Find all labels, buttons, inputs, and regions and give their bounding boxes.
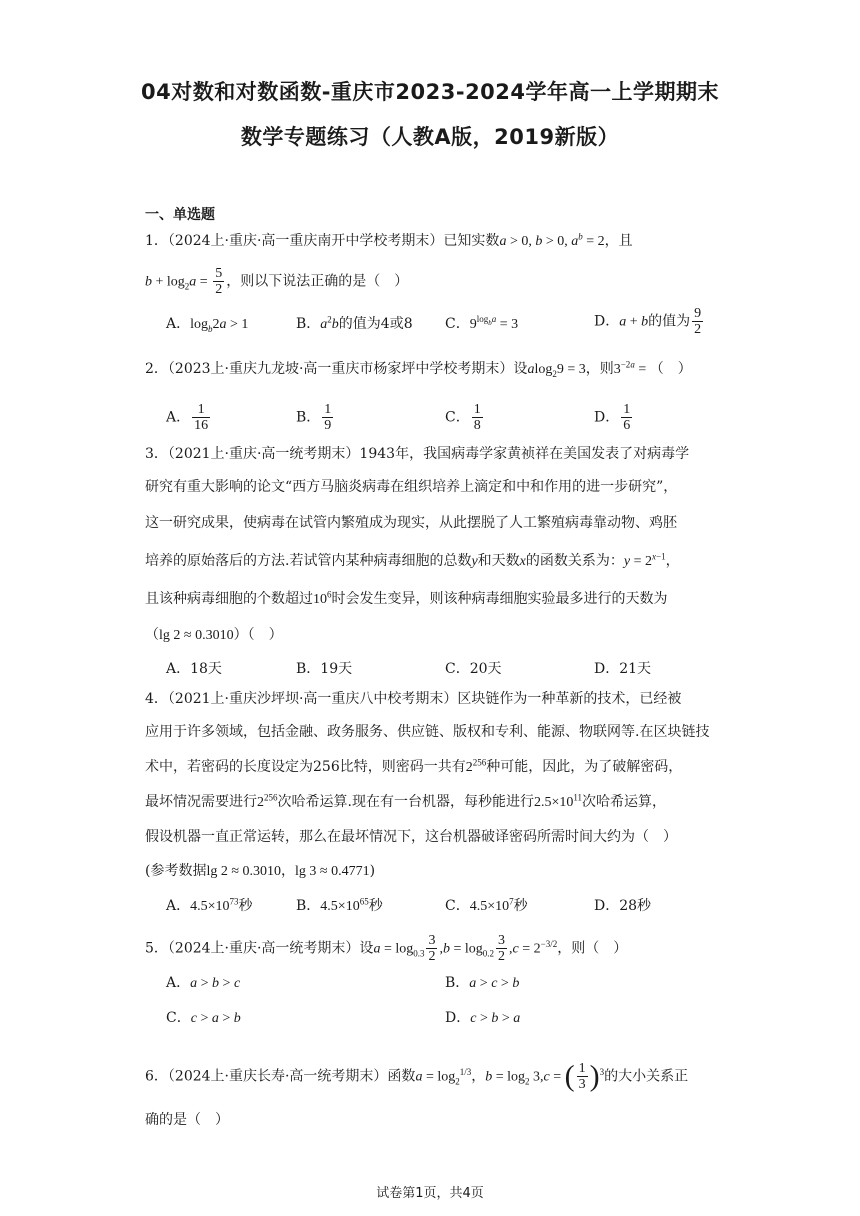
question-5-option-b: B．a > c > b bbox=[445, 975, 520, 991]
question-4-line1: 4．（2021上·重庆沙坪坝·高一重庆八中校考期末）区块链作为一种革新的技术，已经被 bbox=[145, 691, 682, 707]
question-1-option-a: A．$\log_b2a > 1$ bbox=[166, 316, 249, 334]
question-2-option-a: A． $\frac{1}{16}$ bbox=[166, 402, 209, 433]
document-title-line1: 04对数和对数函数-重庆市2023-2024学年高一上学期期末 bbox=[140, 80, 720, 104]
question-1-option-d: D．a + b的值为 $\frac{9}{2}$ bbox=[594, 306, 702, 337]
question-4-option-b: B．$4.5\times 10^{65}$秒 bbox=[296, 896, 383, 914]
question-3-line6: （lg 2 ≈ 0.3010）（ ） bbox=[145, 627, 283, 643]
question-3-option-c: C．20天 bbox=[445, 661, 502, 677]
question-5-option-c: C．c > a > b bbox=[166, 1010, 241, 1026]
question-2-option-c: C． $\frac{1}{8}$ bbox=[445, 402, 481, 433]
question-1-option-b: B．$a^2b$的值为4或8 bbox=[296, 314, 413, 332]
question-2-option-b: B． $\frac{1}{9}$ bbox=[296, 402, 332, 433]
question-5-option-a: A．a > b > c bbox=[166, 975, 241, 991]
section-heading: 一、单选题 bbox=[145, 207, 215, 223]
question-4-line6: (参考数据lg 2 ≈ 0.3010，lg 3 ≈ 0.4771) bbox=[145, 863, 376, 879]
question-2-line1: 2．（2023上·重庆九龙坡·高一重庆市杨家坪中学校考期末）设alog$_2$9 = 3，则$3^{-2a}$ = （ ） bbox=[145, 359, 692, 379]
question-4-line2: 应用于许多领域，包括金融、政务服务、供应链、版权和专利、能源、物联网等.在区块链技 bbox=[145, 724, 710, 740]
question-3-line1: 3．（2021上·重庆·高一统考期末）1943年，我国病毒学家黄祯祥在美国发表了对病毒学 bbox=[145, 446, 690, 462]
question-4-option-a: A．$4.5\times 10^{73}$秒 bbox=[166, 896, 253, 914]
question-3-line5: 且该种病毒细胞的个数超过$10^6$时会发生变异，则该种病毒细胞实验最多进行的天数为 bbox=[145, 589, 668, 607]
page-footer: 试卷第1页，共4页 bbox=[376, 1186, 484, 1201]
question-1-line2: $b + \log_2a$ = $\frac{5}{2}$ ，则以下说法正确的是（ ） bbox=[145, 266, 409, 297]
question-4-option-c: C．$4.5\times 10^7$秒 bbox=[445, 896, 528, 914]
question-4-option-d: D．28秒 bbox=[594, 898, 652, 914]
question-3-line2: 研究有重大影响的论文“西方马脑炎病毒在组织培养上滴定和中和作用的进一步研究”， bbox=[145, 479, 678, 495]
question-3-line3: 这一研究成果，使病毒在试管内繁殖成为现实，从此摆脱了人工繁殖病毒靠动物、鸡胚 bbox=[145, 515, 677, 531]
question-3-option-b: B．19天 bbox=[296, 661, 353, 677]
question-5-line1: 5．（2024上·重庆·高一统考期末）设$a = \log_{0.3}$ $\frac{3}{2}$ $,b = \log_{0.2}$ $\frac{3}{2}$ $,c = 2^{-3/2}$，则（ ） bbox=[145, 933, 628, 964]
question-6-line2: 确的是（ ） bbox=[145, 1112, 229, 1128]
question-4-line5: 假设机器一直正常运转，那么在最坏情况下，这台机器破译密码所需时间大约为（ ） bbox=[145, 829, 677, 845]
question-5-option-d: D．c > b > a bbox=[445, 1010, 521, 1026]
question-1-option-c: C．$9^{log_ba} = 3$ bbox=[445, 314, 519, 332]
document-title-line2: 数学专题练习（人教A版，2019新版） bbox=[240, 125, 620, 149]
question-3-line4: 培养的原始落后的方法.若试管内某种病毒细胞的总数y和天数x的函数关系为：$y = 2^{x-1}$， bbox=[145, 551, 680, 569]
question-1-line1: 1．（2024上·重庆·高一重庆南开中学校考期末）已知实数a > 0, b > 0, $a^b = 2$，且 bbox=[145, 231, 633, 249]
question-6-line1: 6．（2024上·重庆长寿·高一统考期末）函数$a = \log_2^{1/3}$，$b = \log_2 3,c$ = ( $\frac{1}{3}$ )$^3$的大小关系正 bbox=[145, 1059, 689, 1093]
question-4-line3: 术中，若密码的长度设定为256比特，则密码一共有$2^{256}$种可能，因此，为了破解密码， bbox=[145, 757, 683, 775]
question-2-option-d: D． $\frac{1}{6}$ bbox=[594, 402, 631, 433]
question-3-option-a: A．18天 bbox=[166, 661, 222, 677]
question-3-option-d: D．21天 bbox=[594, 661, 652, 677]
question-4-line4: 最坏情况需要进行$2^{256}$次哈希运算.现在有一台机器，每秒能进行$2.5\times 10^{11}$次哈希运算， bbox=[145, 792, 667, 810]
